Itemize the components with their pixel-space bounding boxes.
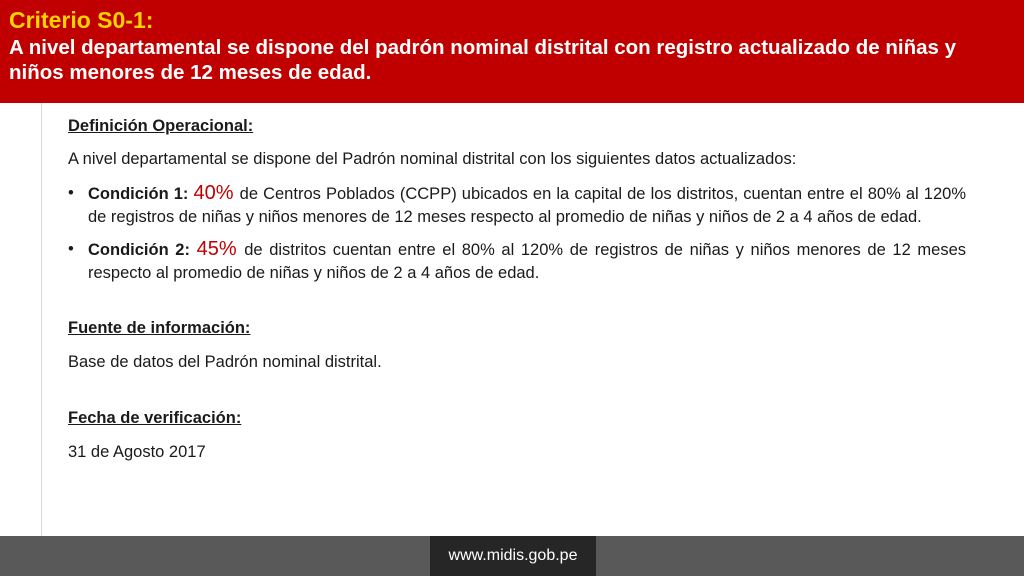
conditions-list xyxy=(68,182,966,285)
slide-body xyxy=(68,115,966,464)
source-text: Base de datos del Padrón nominal distrital. xyxy=(68,353,382,371)
bullet-icon: • xyxy=(68,240,74,258)
slide-footer xyxy=(0,536,1024,576)
verification-heading: Fecha de verificación: xyxy=(68,409,242,427)
bullet-icon: • xyxy=(68,184,74,202)
definition-heading: Definición Operacional: xyxy=(68,117,254,135)
slide-header xyxy=(0,0,1024,103)
condition-percent: 45% xyxy=(196,238,245,260)
condition-text: de Centros Poblados (CCPP) ubicados en la capital de los distritos, cuentan entre el 80% al 120% de registros de niñas y niños menores de 12 meses respecto al promedio de niñas y niños de 2 a 4 años de edad. xyxy=(88,185,966,226)
condition-item xyxy=(68,238,966,285)
condition-text: de distritos cuentan entre el 80% al 120% de registros de niñas y niños menores de 12 meses respecto al promedio de niñas y niños de 2 a 4 años de edad. xyxy=(88,241,966,282)
slide-title: A nivel departamental se dispone del padrón nominal distrital con registro actualizado de niñas y niños menores de 12 meses de edad. xyxy=(9,36,957,84)
condition-label: Condición 1: xyxy=(88,185,194,203)
condition-percent: 40% xyxy=(193,182,240,204)
verification-date: 31 de Agosto 2017 xyxy=(68,443,206,461)
condition-label: Condición 2: xyxy=(88,241,197,259)
left-divider-line xyxy=(41,103,42,536)
criterion-label: Criterio S0-1: xyxy=(9,7,154,33)
source-heading: Fuente de información: xyxy=(68,319,251,337)
condition-item xyxy=(68,182,966,229)
definition-intro: A nivel departamental se dispone del Padrón nominal distrital con los siguientes datos actualizados: xyxy=(68,150,797,168)
website-link[interactable]: www.midis.gob.pe xyxy=(430,536,596,576)
